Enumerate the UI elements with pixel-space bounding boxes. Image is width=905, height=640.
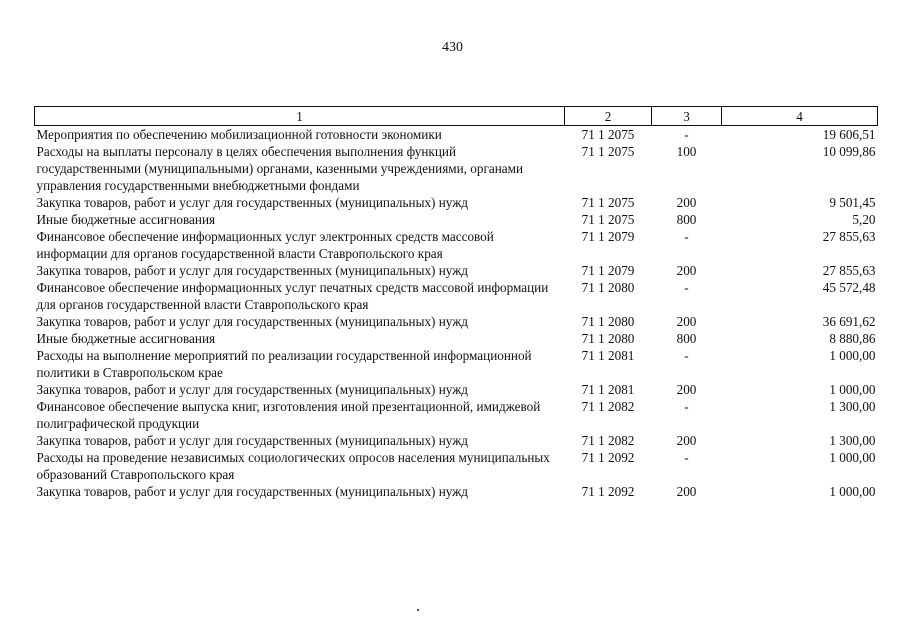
row-expense-type: 800: [676, 212, 697, 227]
row-amount: 8 880,86: [829, 331, 876, 346]
budget-table: [34, 106, 878, 500]
row-code: 71 1 2082: [581, 433, 635, 448]
row-name: Расходы на выплаты персоналу в целях обеспечения выполнения функций государственными (муниципальными) органами, казенными учреждениями, органами управления государственными внебюджетными фондами: [36, 144, 524, 193]
table-row: [35, 279, 878, 313]
row-code: 71 1 2075: [581, 144, 635, 159]
table-row: [35, 143, 878, 194]
table-row: [35, 381, 878, 398]
row-code: 71 1 2081: [581, 382, 635, 397]
row-name: Закупка товаров, работ и услуг для государственных (муниципальных) нужд: [36, 382, 469, 397]
row-amount: 1 000,00: [829, 484, 876, 499]
row-expense-type: 800: [676, 331, 697, 346]
table-row: [35, 126, 878, 144]
table-row: [35, 432, 878, 449]
table-row: [35, 483, 878, 500]
row-code: 71 1 2081: [581, 348, 635, 363]
column-header-1: 1: [35, 107, 565, 126]
row-name: Финансовое обеспечение выпуска книг, изготовления иной презентационной, имиджевой полиграфической продукции: [36, 399, 541, 431]
row-expense-type: 200: [676, 484, 697, 499]
row-code: 71 1 2092: [581, 450, 635, 465]
table-row: [35, 313, 878, 330]
row-name: Закупка товаров, работ и услуг для государственных (муниципальных) нужд: [36, 484, 469, 499]
row-code: 71 1 2079: [581, 263, 635, 278]
table-row: [35, 262, 878, 279]
row-name: Закупка товаров, работ и услуг для государственных (муниципальных) нужд: [36, 314, 469, 329]
row-name: Расходы на выполнение мероприятий по реализации государственной информационной политики в Ставропольском крае: [36, 348, 532, 380]
row-code: 71 1 2080: [581, 314, 635, 329]
row-name: Закупка товаров, работ и услуг для государственных (муниципальных) нужд: [36, 195, 469, 210]
row-expense-type: -: [684, 348, 689, 363]
row-expense-type: 200: [676, 382, 697, 397]
row-amount: 10 099,86: [822, 144, 876, 159]
row-code: 71 1 2079: [581, 229, 635, 244]
row-expense-type: -: [684, 450, 689, 465]
table-row: [35, 398, 878, 432]
table-row: [35, 211, 878, 228]
row-name: Закупка товаров, работ и услуг для государственных (муниципальных) нужд: [36, 433, 469, 448]
table-row: [35, 347, 878, 381]
row-code: 71 1 2075: [581, 212, 635, 227]
row-amount: 27 855,63: [822, 263, 876, 278]
row-expense-type: 200: [676, 195, 697, 210]
row-code: 71 1 2082: [581, 399, 635, 414]
row-amount: 27 855,63: [822, 229, 876, 244]
row-code: 71 1 2080: [581, 280, 635, 295]
row-name: Финансовое обеспечение информационных услуг электронных средств массовой информации для органов государственной власти Ставропольского края: [36, 229, 494, 261]
row-amount: 36 691,62: [822, 314, 876, 329]
column-header-3: 3: [652, 107, 722, 126]
row-amount: 9 501,45: [829, 195, 876, 210]
row-expense-type: -: [684, 127, 689, 142]
column-header-2: 2: [565, 107, 652, 126]
table-row: [35, 449, 878, 483]
row-amount: 5,20: [852, 212, 876, 227]
row-name: Расходы на проведение независимых социологических опросов населения муниципальных образований Ставропольского края: [36, 450, 550, 482]
row-name: Мероприятия по обеспечению мобилизационной готовности экономики: [36, 127, 442, 142]
table-row: [35, 194, 878, 211]
row-expense-type: 200: [676, 314, 697, 329]
scan-speck: [417, 609, 419, 611]
row-expense-type: -: [684, 280, 689, 295]
row-amount: 1 000,00: [829, 348, 876, 363]
row-amount: 19 606,51: [822, 127, 876, 142]
table-header-row: [35, 107, 878, 126]
row-amount: 1 300,00: [829, 433, 876, 448]
row-expense-type: -: [684, 399, 689, 414]
row-expense-type: 100: [676, 144, 697, 159]
row-name: Финансовое обеспечение информационных услуг печатных средств массовой информации для органов государственной власти Ставропольского края: [36, 280, 549, 312]
table-row: [35, 228, 878, 262]
row-code: 71 1 2075: [581, 127, 635, 142]
row-name: Иные бюджетные ассигнования: [36, 331, 216, 346]
column-header-4: 4: [722, 107, 878, 126]
row-expense-type: -: [684, 229, 689, 244]
row-code: 71 1 2080: [581, 331, 635, 346]
row-code: 71 1 2092: [581, 484, 635, 499]
row-amount: 1 300,00: [829, 399, 876, 414]
row-name: Закупка товаров, работ и услуг для государственных (муниципальных) нужд: [36, 263, 469, 278]
page-number: 430: [442, 40, 463, 55]
table-row: [35, 330, 878, 347]
row-code: 71 1 2075: [581, 195, 635, 210]
row-amount: 45 572,48: [822, 280, 876, 295]
row-amount: 1 000,00: [829, 450, 876, 465]
row-name: Иные бюджетные ассигнования: [36, 212, 216, 227]
row-expense-type: 200: [676, 433, 697, 448]
row-expense-type: 200: [676, 263, 697, 278]
row-amount: 1 000,00: [829, 382, 876, 397]
